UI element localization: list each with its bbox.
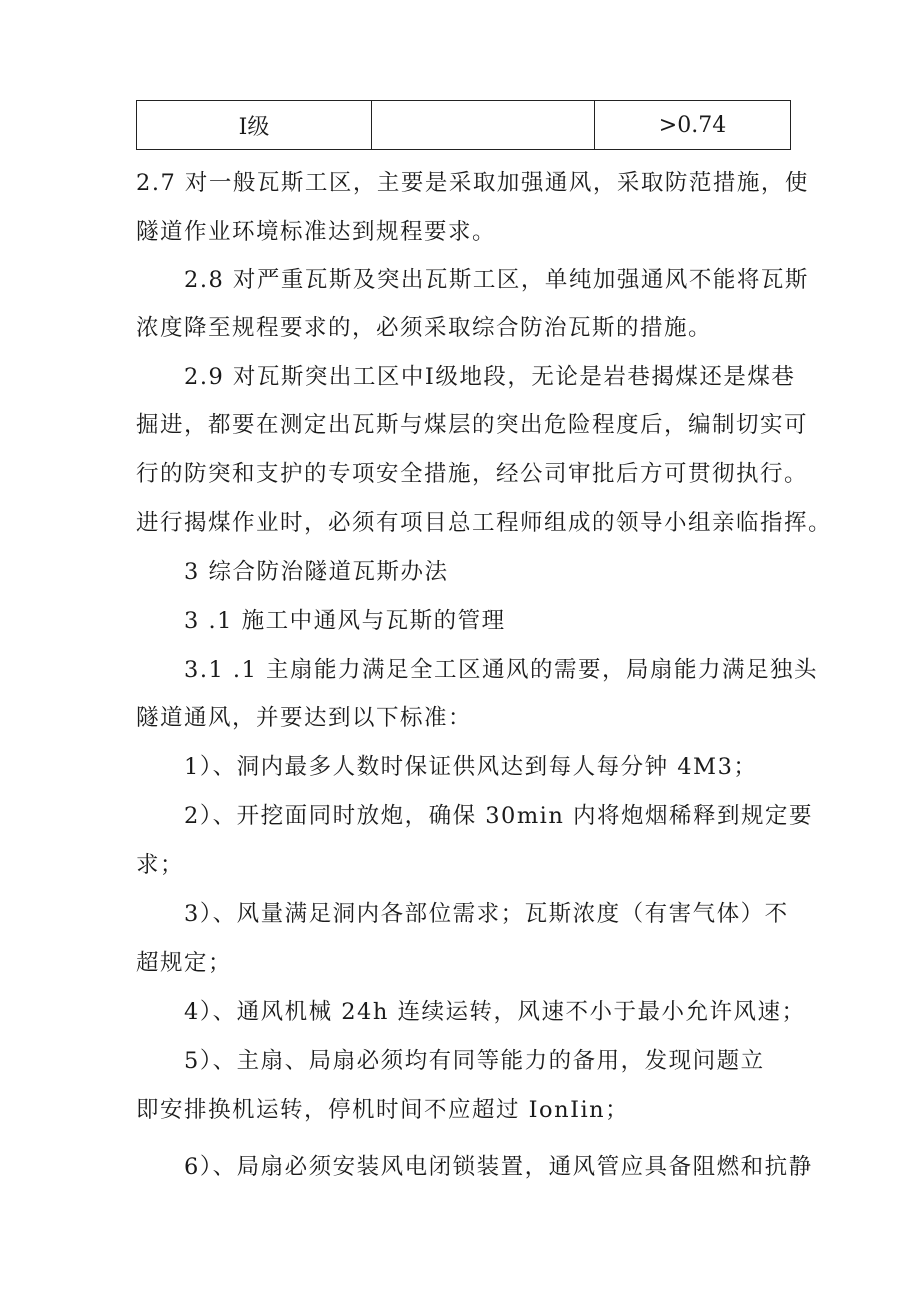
para-3-1-1-line-2: 隧道通风，并要达到以下标准： — [136, 705, 473, 731]
item-3-line-2: 超规定； — [136, 950, 233, 976]
para-2-9-line-2: 掘进，都要在测定出瓦斯与煤层的突出危险程度后，编制切实可 — [136, 412, 809, 438]
para-2-8-line-2: 浓度降至规程要求的，必须采取综合防治瓦斯的措施。 — [136, 315, 713, 341]
empty-cell — [372, 101, 595, 150]
grade-cell: Ⅰ级 — [137, 101, 372, 150]
para-2-9-line-3: 行的防突和支护的专项安全措施，经公司审批后方可贯彻执行。 — [136, 461, 809, 487]
section-3-heading: 3 综合防治隧道瓦斯办法 — [184, 559, 449, 585]
item-2-line-2: 求； — [136, 852, 185, 878]
para-2-8-line-1: 2.8 对严重瓦斯及突出瓦斯工区，单纯加强通风不能将瓦斯 — [184, 267, 809, 293]
item-6-line-1: 6）、局扇必须安装风电闭锁装置，通风管应具备阻燃和抗静 — [184, 1154, 813, 1180]
para-3-1-1-line-1: 3.1 .1 主扇能力满足全工区通风的需要，局扇能力满足独头 — [184, 657, 819, 683]
item-3-line-1: 3）、风量满足洞内各部位需求；瓦斯浓度（有害气体）不 — [184, 901, 789, 927]
table-row — [137, 101, 791, 150]
gas-grade-table — [136, 100, 791, 150]
value-cell: >0.74 — [595, 101, 791, 150]
para-2-7-line-1: 2.7 对一般瓦斯工区，主要是采取加强通风，采取防范措施，使 — [136, 170, 809, 196]
para-2-9-line-1: 2.9 对瓦斯突出工区中Ⅰ级地段，无论是岩巷揭煤还是煤巷 — [184, 364, 796, 390]
item-2-line-1: 2）、开挖面同时放炮，确保 30min 内将炮烟稀释到规定要 — [184, 803, 814, 829]
para-2-9-line-4: 进行揭煤作业时，必须有项目总工程师组成的领导小组亲临指挥。 — [136, 510, 833, 536]
section-3-1-heading: 3 .1 施工中通风与瓦斯的管理 — [184, 608, 506, 634]
item-5-line-1: 5）、主扇、局扇必须均有同等能力的备用，发现问题立 — [184, 1048, 765, 1074]
item-4: 4）、通风机械 24h 连续运转，风速不小于最小允许风速； — [184, 999, 806, 1025]
item-1: 1）、洞内最多人数时保证供风达到每人每分钟 4M3； — [184, 754, 758, 780]
para-2-7-line-2: 隧道作业环境标准达到规程要求。 — [136, 219, 497, 245]
item-5-line-2: 即安排换机运转，停机时间不应超过 IonIin； — [136, 1097, 630, 1123]
